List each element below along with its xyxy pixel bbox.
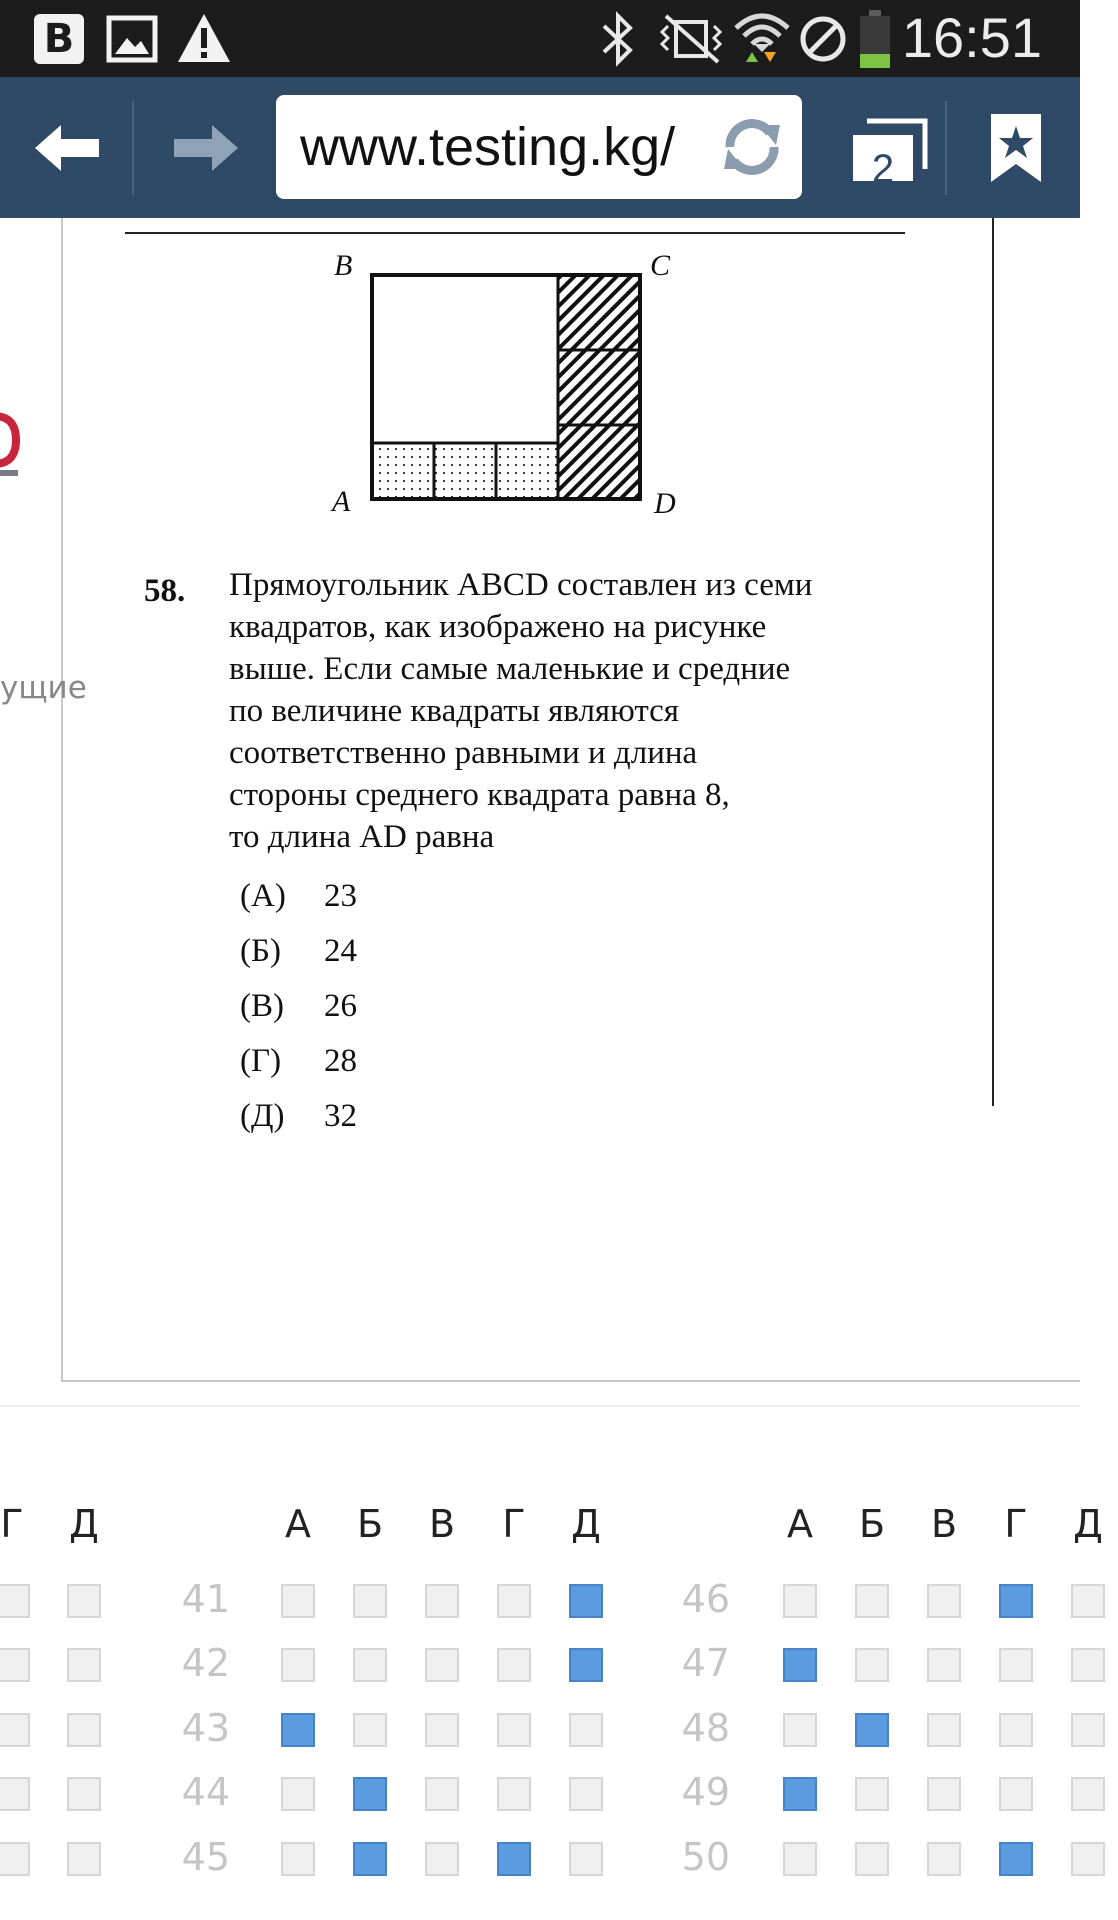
answer-cell[interactable]	[569, 1648, 603, 1682]
answer-cell[interactable]	[1071, 1584, 1105, 1618]
answer-cell[interactable]	[783, 1648, 817, 1682]
forward-button[interactable]	[150, 77, 260, 218]
answer-option	[240, 930, 357, 972]
answer-cell[interactable]	[855, 1713, 889, 1747]
answer-cell[interactable]	[855, 1842, 889, 1876]
question-row-number: 44	[181, 1770, 230, 1814]
tabs-button[interactable]	[842, 77, 936, 218]
answer-cell[interactable]	[353, 1584, 387, 1618]
answer-cell[interactable]	[783, 1842, 817, 1876]
gallery-icon	[107, 14, 157, 68]
option-label: (Д)	[240, 1098, 285, 1134]
answer-cell[interactable]	[67, 1777, 101, 1811]
answer-cell[interactable]	[281, 1713, 315, 1747]
column-header: Г	[1004, 1502, 1028, 1546]
answer-cell[interactable]	[425, 1648, 459, 1682]
answer-cell[interactable]	[783, 1584, 817, 1618]
answer-cell[interactable]	[425, 1584, 459, 1618]
document-frame-right	[992, 218, 994, 1106]
question-line: квадратов, как изображено на рисунке	[229, 609, 767, 645]
medium-square	[558, 275, 640, 350]
answer-cell[interactable]	[353, 1777, 387, 1811]
geometry-figure	[320, 245, 690, 525]
column-header: Б	[858, 1502, 886, 1546]
question-row-number: 50	[681, 1835, 730, 1879]
option-label: (Г)	[240, 1043, 282, 1079]
column-header: Г	[0, 1502, 24, 1546]
toolbar-separator	[945, 101, 947, 195]
option-value: 24	[324, 933, 357, 969]
question-row-number: 47	[681, 1641, 730, 1685]
answer-cell[interactable]	[855, 1584, 889, 1618]
question-row-number: 48	[681, 1706, 730, 1750]
bluetooth-icon	[598, 10, 638, 72]
option-value: 23	[324, 878, 357, 914]
question-row-number: 49	[681, 1770, 730, 1814]
vertex-label-c: C	[650, 249, 671, 282]
reload-icon	[716, 111, 788, 183]
answer-cell[interactable]	[67, 1648, 101, 1682]
question-line: соответственно равными и длина	[229, 735, 698, 771]
answer-cell[interactable]	[927, 1713, 961, 1747]
answer-cell[interactable]	[569, 1584, 603, 1618]
document-top-rule	[125, 232, 905, 234]
answer-cell[interactable]	[0, 1777, 30, 1811]
wifi-icon	[732, 8, 792, 70]
answer-cell[interactable]	[927, 1584, 961, 1618]
document-frame-bottom	[61, 1380, 1080, 1382]
back-button[interactable]	[20, 77, 116, 218]
answer-cell[interactable]	[855, 1648, 889, 1682]
reload-button[interactable]	[716, 111, 788, 183]
toolbar-separator	[132, 101, 134, 195]
answer-cell[interactable]	[1071, 1777, 1105, 1811]
url-text: www.testing.kg/	[300, 117, 676, 177]
question-row-number: 46	[681, 1577, 730, 1621]
answer-cell[interactable]	[569, 1842, 603, 1876]
answer-cell[interactable]	[855, 1777, 889, 1811]
page-divider	[0, 1405, 1080, 1407]
answer-cell[interactable]	[281, 1648, 315, 1682]
answer-cell[interactable]	[999, 1777, 1033, 1811]
column-header: А	[285, 1502, 311, 1546]
tab-count: 2	[871, 146, 895, 191]
vibrate-mute-icon	[658, 12, 724, 70]
clock: 16:51	[901, 6, 1042, 69]
answer-cell[interactable]	[783, 1713, 817, 1747]
small-square	[372, 443, 434, 499]
answer-cell[interactable]	[999, 1584, 1033, 1618]
question-text	[229, 564, 909, 858]
tabs-icon	[849, 113, 929, 191]
question-row-number: 45	[181, 1835, 230, 1879]
column-header: Д	[571, 1502, 601, 1546]
answer-cell[interactable]	[569, 1713, 603, 1747]
bookmark-star-icon	[989, 112, 1043, 184]
question-row-number: 43	[181, 1706, 230, 1750]
answer-cell[interactable]	[569, 1777, 603, 1811]
answer-cell[interactable]	[67, 1842, 101, 1876]
answer-cell[interactable]	[927, 1842, 961, 1876]
question-line: стороны среднего квадрата равна 8,	[229, 777, 730, 813]
question-line: по величине квадраты являются	[229, 693, 679, 729]
vertex-label-d: D	[654, 487, 676, 520]
answer-cell[interactable]	[281, 1777, 315, 1811]
url-field[interactable]	[276, 95, 802, 199]
column-header: Г	[502, 1502, 526, 1546]
answer-cell[interactable]	[353, 1842, 387, 1876]
b-notification-icon: B	[34, 14, 84, 64]
answer-cell[interactable]	[425, 1777, 459, 1811]
question-row-number: 41	[181, 1577, 230, 1621]
battery-icon	[858, 10, 892, 72]
bookmark-button[interactable]	[976, 77, 1056, 218]
option-label: (А)	[240, 878, 286, 914]
option-value: 28	[324, 1043, 357, 1079]
column-header: В	[930, 1502, 958, 1546]
answer-cell[interactable]	[0, 1584, 30, 1618]
side-logo-fragment	[0, 410, 34, 484]
column-header: Д	[1073, 1502, 1103, 1546]
document-frame-left	[61, 218, 63, 1382]
medium-square	[558, 425, 640, 499]
answer-cell[interactable]	[353, 1713, 387, 1747]
answer-cell[interactable]	[497, 1584, 531, 1618]
answer-cell[interactable]	[1071, 1713, 1105, 1747]
question-line: Прямоугольник ABCD составлен из семи	[229, 567, 813, 603]
answer-cell[interactable]	[999, 1648, 1033, 1682]
arrow-right-icon	[170, 123, 240, 173]
question-line: выше. Если самые маленькие и средние	[229, 651, 791, 687]
answer-cell[interactable]	[927, 1777, 961, 1811]
no-sync-icon	[798, 14, 848, 68]
status-bar	[0, 0, 1080, 77]
vertex-label-a: A	[332, 485, 351, 518]
answer-option	[240, 1095, 357, 1137]
question-number: 58.	[144, 573, 186, 609]
small-square	[434, 443, 496, 499]
answer-cell[interactable]	[0, 1648, 30, 1682]
answer-cell[interactable]	[1071, 1648, 1105, 1682]
option-label: (В)	[240, 988, 284, 1024]
option-value: 26	[324, 988, 357, 1024]
answer-cell[interactable]	[999, 1842, 1033, 1876]
question-row-number: 42	[181, 1641, 230, 1685]
answer-cell[interactable]	[999, 1713, 1033, 1747]
answer-cell[interactable]	[783, 1777, 817, 1811]
arrow-left-icon	[33, 123, 103, 173]
option-label: (Б)	[240, 933, 281, 969]
answer-cell[interactable]	[1071, 1842, 1105, 1876]
answer-option	[240, 1040, 357, 1082]
answer-cell[interactable]	[281, 1584, 315, 1618]
side-text-fragment: ущие	[0, 670, 87, 706]
large-square	[372, 275, 558, 443]
medium-square	[558, 350, 640, 425]
answer-cell[interactable]	[497, 1842, 531, 1876]
answer-cell[interactable]	[425, 1842, 459, 1876]
answer-cell[interactable]	[67, 1713, 101, 1747]
vertex-label-b: B	[334, 249, 353, 282]
column-header: В	[428, 1502, 456, 1546]
option-value: 32	[324, 1098, 357, 1134]
warning-icon	[176, 12, 232, 68]
answer-cell[interactable]	[927, 1648, 961, 1682]
answer-cell[interactable]	[67, 1584, 101, 1618]
answer-cell[interactable]	[497, 1713, 531, 1747]
answer-option	[240, 985, 357, 1027]
small-square	[496, 443, 558, 499]
answer-cell[interactable]	[0, 1842, 30, 1876]
question-line: то длина AD равна	[229, 819, 495, 855]
column-header: А	[787, 1502, 813, 1546]
answer-cell[interactable]	[0, 1713, 30, 1747]
answer-cell[interactable]	[353, 1648, 387, 1682]
answer-cell[interactable]	[281, 1842, 315, 1876]
answer-option	[240, 875, 357, 917]
answer-cell[interactable]	[425, 1713, 459, 1747]
column-header: Б	[356, 1502, 384, 1546]
answer-cell[interactable]	[497, 1777, 531, 1811]
answer-cell[interactable]	[497, 1648, 531, 1682]
column-header: Д	[69, 1502, 99, 1546]
